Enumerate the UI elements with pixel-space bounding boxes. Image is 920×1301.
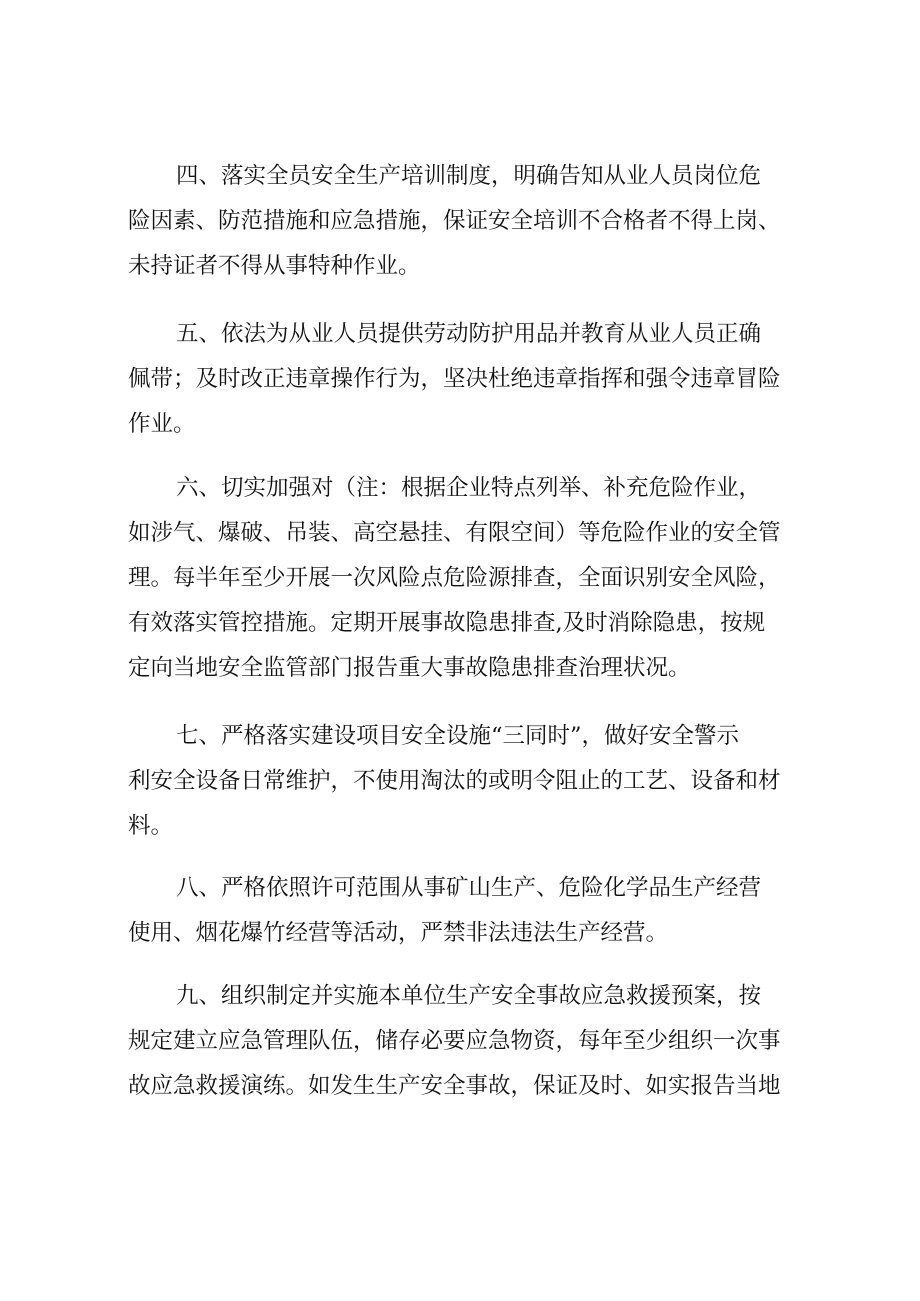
paragraph-4	[128, 154, 808, 289]
paragraph-line: 七、严格落实建设项目安全设施“三同时”，做好安全警示	[176, 723, 740, 749]
paragraph-line: 作业。	[128, 411, 196, 437]
paragraph-5	[128, 312, 808, 447]
paragraph-line: 八、严格依照许可范围从事矿山生产、危险化学品生产经营	[176, 875, 762, 901]
paragraph-line: 料。	[128, 813, 174, 839]
paragraph-line: 规定建立应急管理队伍，储存必要应急物资，每年至少组织一次事	[128, 1028, 781, 1054]
paragraph-9	[128, 974, 808, 1109]
paragraph-line: 未持证者不得从事特种作业。	[128, 253, 421, 279]
paragraph-8	[128, 866, 808, 956]
paragraph-line: 五、依法为从业人员提供劳动防护用品并教育从业人员正确	[176, 321, 762, 347]
paragraph-line: 佩带；及时改正违章操作行为，坚决杜绝违章指挥和强令违章冒险	[128, 366, 781, 392]
paragraph-line: 九、组织制定并实施本单位生产安全事故应急救援预案，按	[176, 983, 762, 1009]
paragraph-line: 险因素、防范措施和应急措施，保证安全培训不合格者不得上岗、	[128, 208, 781, 234]
paragraph-line: 使用、烟花爆竹经营等活动，严禁非法违法生产经营。	[128, 920, 669, 946]
paragraph-line: 如涉气、爆破、吊装、高空悬挂、有限空间）等危险作业的安全管	[128, 520, 781, 546]
paragraph-line: 理。每半年至少开展一次风险点危险源排查，全面识别安全风险，	[128, 565, 781, 591]
paragraph-line: 利安全设备日常维护，不使用淘汰的或明令阻止的工艺、设备和材	[128, 768, 781, 794]
paragraph-6	[128, 466, 808, 691]
paragraph-7	[128, 714, 808, 849]
paragraph-line: 四、落实全员安全生产培训制度，明确告知从业人员岗位危	[176, 163, 762, 189]
paragraph-line: 故应急救援演练。如发生生产安全事故，保证及时、如实报告当地	[128, 1073, 781, 1099]
paragraph-line: 有效落实管控措施。定期开展事故隐患排查,及时消除隐患，按规	[128, 610, 766, 636]
paragraph-line: 六、切实加强对（注：根据企业特点列举、补充危险作业，	[176, 475, 762, 501]
paragraph-line: 定向当地安全监管部门报告重大事故隐患排查治理状况。	[128, 655, 691, 681]
